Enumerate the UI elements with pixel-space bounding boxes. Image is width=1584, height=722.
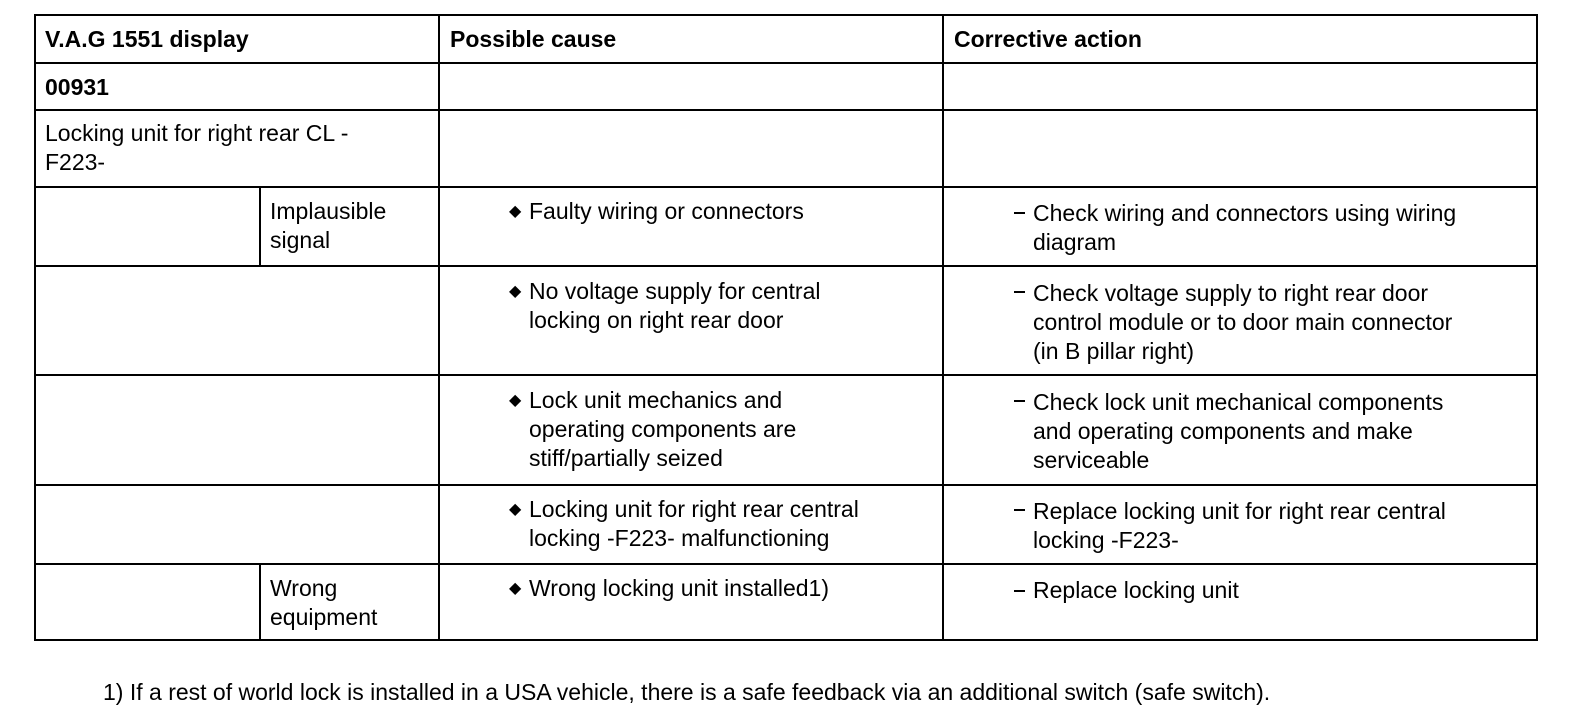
cause-text: operating components are — [529, 416, 797, 442]
action-text: Check lock unit mechanical components — [1033, 389, 1444, 415]
row-divider — [34, 62, 1538, 64]
action-text: control module or to door main connector — [1033, 309, 1453, 335]
action-text: Check wiring and connectors using wiring — [1033, 200, 1457, 226]
symptom-text: signal — [270, 227, 331, 253]
bullet-icon: ◆ — [509, 580, 522, 597]
action-text: and operating components and make — [1033, 418, 1413, 444]
symptom-text: Implausible — [270, 198, 387, 224]
bullet-icon: ◆ — [509, 283, 522, 300]
cause-text: locking -F223- malfunctioning — [529, 525, 830, 551]
cause-text: locking on right rear door — [529, 307, 784, 333]
dash-icon — [1014, 400, 1025, 402]
action-text: Check voltage supply to right rear door — [1033, 280, 1429, 306]
header-possible-cause: Possible cause — [450, 26, 617, 52]
symptom-text: Wrong — [270, 575, 338, 601]
bullet-icon: ◆ — [509, 203, 522, 220]
action-text: diagram — [1033, 229, 1117, 255]
cause-text: Faulty wiring or connectors — [529, 198, 804, 224]
cause-text: No voltage supply for central — [529, 278, 821, 304]
dash-icon — [1014, 291, 1025, 293]
symptom-text: equipment — [270, 604, 378, 630]
component-description: Locking unit for right rear CL - — [45, 120, 349, 146]
action-text: Replace locking unit — [1033, 577, 1239, 603]
symptom-column-divider — [259, 186, 261, 267]
symptom-column-divider — [259, 563, 261, 641]
bullet-icon: ◆ — [509, 501, 522, 518]
dash-icon — [1014, 212, 1025, 214]
dash-icon — [1014, 509, 1025, 511]
cause-text: Locking unit for right rear central — [529, 496, 859, 522]
action-text: Replace locking unit for right rear central — [1033, 498, 1446, 524]
table-border-right — [1536, 14, 1538, 641]
row-divider — [34, 374, 1538, 376]
cause-text: Wrong locking unit installed1) — [529, 575, 830, 601]
cause-text: Lock unit mechanics and — [529, 387, 783, 413]
column-divider — [438, 14, 440, 641]
row-divider — [34, 484, 1538, 486]
dash-icon — [1014, 590, 1025, 592]
column-divider — [942, 14, 944, 641]
cause-text: stiff/partially seized — [529, 445, 723, 471]
action-text: locking -F223- — [1033, 527, 1179, 553]
row-divider — [34, 109, 1538, 111]
component-description: F223- — [45, 149, 106, 175]
header-corrective-action: Corrective action — [954, 26, 1142, 52]
bullet-icon: ◆ — [509, 392, 522, 409]
table-border-top — [34, 14, 1538, 16]
header-vag-display: V.A.G 1551 display — [45, 26, 249, 52]
footnote: 1) If a rest of world lock is installed in a USA vehicle, there is a safe feedback via an additional switch (safe switch). — [103, 679, 1271, 705]
fault-code: 00931 — [45, 74, 109, 100]
table-border-left — [34, 14, 36, 641]
action-text: serviceable — [1033, 447, 1150, 473]
action-text: (in B pillar right) — [1033, 338, 1195, 364]
